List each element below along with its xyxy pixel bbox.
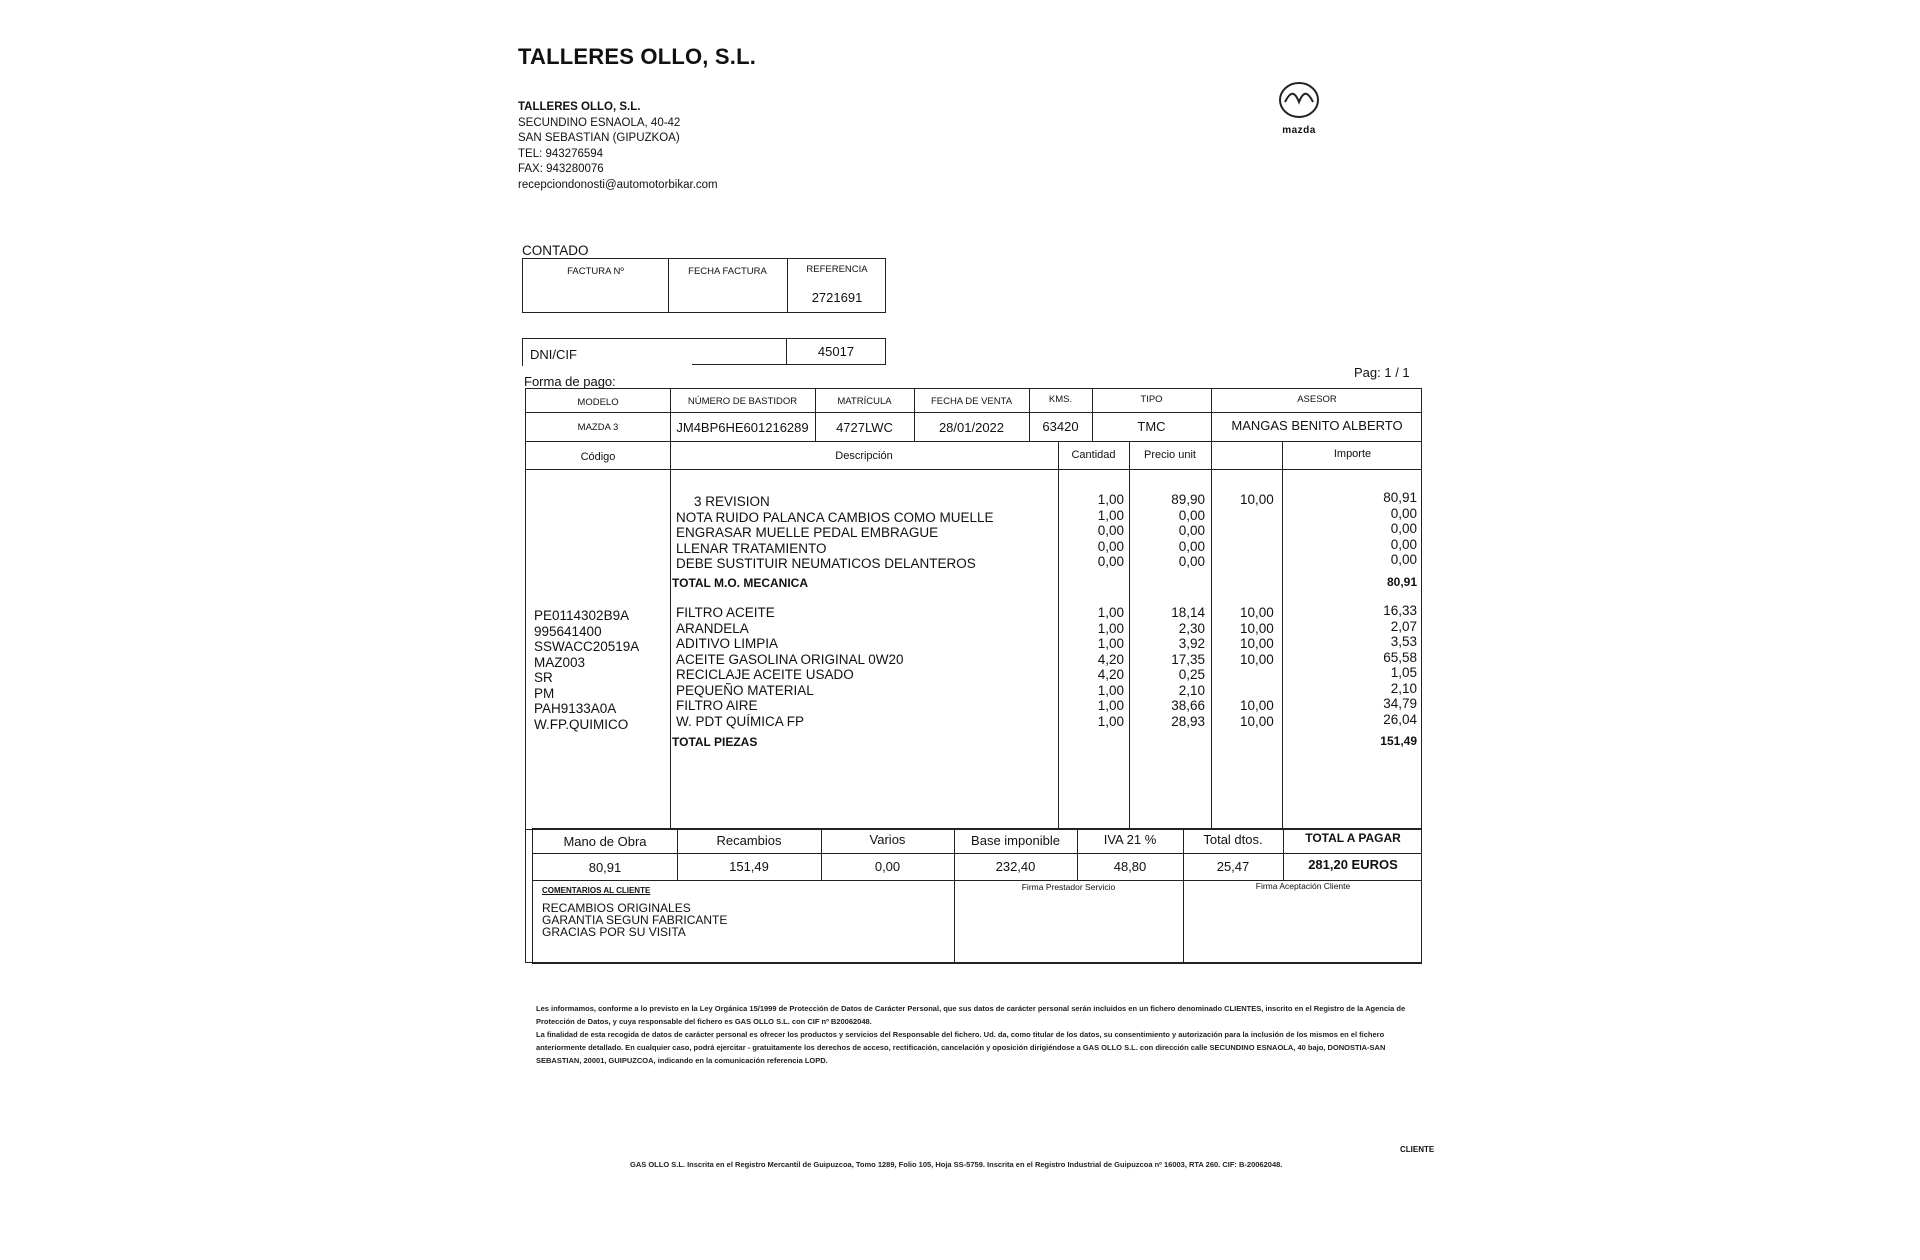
line-unit-price: 0,00 xyxy=(1178,507,1205,523)
plate-header: MATRÍCULA xyxy=(837,396,892,407)
line-unit-price: 38,66 xyxy=(1171,698,1205,713)
line-quantity: 1,00 xyxy=(1097,713,1124,729)
line-unit-price: 28,93 xyxy=(1171,713,1205,729)
line-amount: 0,00 xyxy=(1390,536,1417,552)
line-unit-price: 0,00 xyxy=(1178,538,1205,554)
line-description: ARANDELA xyxy=(676,620,749,636)
line-description: DEBE SUSTITUIR NEUMATICOS DELANTEROS xyxy=(676,556,976,571)
vin-value: JM4BP6HE601216289 xyxy=(676,420,809,435)
unit-price-header: Precio unit xyxy=(1144,449,1196,461)
line-discount: 10,00 xyxy=(1240,492,1274,507)
company-phone: TEL: 943276594 xyxy=(518,147,604,160)
line-code: MAZ003 xyxy=(534,654,586,670)
vat-label: IVA 21 % xyxy=(1103,832,1157,847)
legal-paragraph-2: La finalidad de esta recogida de datos de carácter personal es ofrecer los productos y servicios del Responsable del fichero. Ud. da, como titular de los datos, su consentimiento y autorización para la inclusión de los mismos en el fichero anteriormente detallado. En cualquier caso, podrá ejercitar - gratuitamente los derechos de acceso, rectificación, cancelación y oposición dirigiéndose a GAS OLLO S.L. con dirección calle SECUNDINO ESNAOLA, 40 bajo, DONOSTIA-SAN SEBASTIAN, 20001, GUIPUZCOA, indicando en la comunicación referencia LOPD. xyxy=(536,1030,1386,1065)
company-fax: FAX: 943280076 xyxy=(518,163,604,175)
parts-total-amount: 151,49 xyxy=(1380,734,1417,748)
total-to-pay-label: TOTAL A PAGAR xyxy=(1305,831,1401,845)
page-indicator: Pag: 1 / 1 xyxy=(1354,365,1410,380)
amount-header: Importe xyxy=(1333,448,1372,460)
line-description: FILTRO AIRE xyxy=(676,698,758,713)
line-code: SSWACC20519A xyxy=(534,639,640,654)
tax-base-value: 232,40 xyxy=(995,859,1036,874)
line-quantity: 1,00 xyxy=(1097,636,1124,651)
payment-method-label: Forma de pago: xyxy=(524,374,616,389)
client-signature-label: Firma Aceptación Cliente xyxy=(1255,881,1351,891)
code-header: Código xyxy=(580,451,616,463)
line-unit-price: 18,14 xyxy=(1171,605,1205,620)
line-amount: 1,05 xyxy=(1390,665,1417,680)
description-header: Descripción xyxy=(835,450,893,462)
line-unit-price: 17,35 xyxy=(1171,651,1205,667)
line-quantity: 0,00 xyxy=(1097,538,1124,554)
type-value: TMC xyxy=(1137,419,1166,434)
labor-total-amount: 80,91 xyxy=(1386,575,1417,589)
company-email: recepciondonosti@automotorbikar.com xyxy=(518,178,718,191)
logo-text: mazda xyxy=(1282,125,1316,136)
parts-total-label: TOTAL PIEZAS xyxy=(672,735,758,749)
line-amount: 16,33 xyxy=(1383,603,1417,618)
dni-value: 45017 xyxy=(817,344,855,359)
line-amount: 26,04 xyxy=(1383,711,1417,727)
quantity-header: Cantidad xyxy=(1071,449,1116,461)
invoice-info-box xyxy=(522,258,886,313)
company-name: TALLERES OLLO, S.L. xyxy=(518,101,641,113)
model-header: MODELO xyxy=(577,397,619,408)
line-amount: 3,53 xyxy=(1390,634,1417,649)
dni-box xyxy=(522,338,886,366)
line-code: PE0114302B9A xyxy=(534,608,630,623)
line-description: ENGRASAR MUELLE PEDAL EMBRAGUE xyxy=(676,525,939,540)
invoice-number-label: FACTURA Nº xyxy=(567,266,624,277)
model-value: MAZDA 3 xyxy=(577,422,619,433)
discount-total-label: Total dtos. xyxy=(1203,832,1263,847)
line-code: PM xyxy=(534,685,555,701)
line-discount: 10,00 xyxy=(1240,698,1274,713)
line-description: ACEITE GASOLINA ORIGINAL 0W20 xyxy=(676,651,904,667)
line-discount: 10,00 xyxy=(1240,636,1274,651)
line-quantity: 1,00 xyxy=(1097,698,1124,713)
legal-notice xyxy=(536,1002,1420,1067)
line-description: RECICLAJE ACEITE USADO xyxy=(676,667,854,682)
sale-date-header: FECHA DE VENTA xyxy=(930,396,1013,407)
labor-value: 80,91 xyxy=(588,860,622,875)
line-discount: 10,00 xyxy=(1240,605,1274,620)
labor-label: Mano de Obra xyxy=(563,834,647,849)
kms-value: 63420 xyxy=(1042,419,1079,434)
comment-line: GRACIAS POR SU VISITA xyxy=(542,925,686,939)
line-description: ADITIVO LIMPIA xyxy=(676,636,779,651)
line-quantity: 4,20 xyxy=(1097,651,1124,667)
discount-total-value: 25,47 xyxy=(1216,859,1250,874)
line-description: W. PDT QUÍMICA FP xyxy=(676,713,805,729)
total-to-pay-value: 281,20 EUROS xyxy=(1308,857,1398,872)
parts-label: Recambios xyxy=(716,833,782,848)
totals-table xyxy=(532,828,1422,964)
line-discount: 10,00 xyxy=(1240,713,1274,729)
plate-value: 4727LWC xyxy=(836,420,893,435)
line-unit-price: 3,92 xyxy=(1178,636,1205,651)
line-quantity: 1,00 xyxy=(1097,507,1124,523)
comments-text xyxy=(542,902,727,938)
misc-label: Varios xyxy=(869,832,906,847)
line-unit-price: 0,25 xyxy=(1178,667,1205,682)
line-description: NOTA RUIDO PALANCA CAMBIOS COMO MUELLE xyxy=(676,509,994,525)
dni-label: DNI/CIF xyxy=(530,347,577,362)
company-address-line-2: SAN SEBASTIAN (GIPUZKOA) xyxy=(518,132,680,144)
company-address-line-1: SECUNDINO ESNAOLA, 40-42 xyxy=(518,116,681,129)
line-amount: 2,07 xyxy=(1390,618,1417,634)
mazda-logo-icon xyxy=(1277,78,1321,122)
line-discount: 10,00 xyxy=(1240,620,1274,636)
payment-type: CONTADO xyxy=(522,243,589,258)
company-title: TALLERES OLLO, S.L. xyxy=(518,44,757,69)
labor-total-label: TOTAL M.O. MECANICA xyxy=(672,576,808,590)
line-description: 3 REVISION xyxy=(694,494,770,509)
invoice-date-label: FECHA FACTURA xyxy=(688,266,767,277)
advisor-value: MANGAS BENITO ALBERTO xyxy=(1231,418,1403,433)
kms-header: KMS. xyxy=(1048,394,1073,405)
line-amount: 65,58 xyxy=(1383,649,1417,665)
line-quantity: 4,20 xyxy=(1097,667,1124,682)
line-unit-price: 89,90 xyxy=(1171,492,1205,507)
misc-value: 0,00 xyxy=(874,859,901,874)
sale-date-value: 28/01/2022 xyxy=(938,420,1005,435)
mazda-logo xyxy=(1272,78,1326,136)
comments-label: COMENTARIOS AL CLIENTE xyxy=(542,886,651,895)
line-unit-price: 2,30 xyxy=(1178,620,1205,636)
line-amount: 0,00 xyxy=(1390,505,1417,521)
company-address-block xyxy=(518,100,718,193)
line-discount: 10,00 xyxy=(1240,651,1274,667)
line-amount: 34,79 xyxy=(1383,696,1417,711)
tax-base-label: Base imponible xyxy=(971,833,1060,848)
line-quantity: 1,00 xyxy=(1097,492,1124,507)
line-description: FILTRO ACEITE xyxy=(676,605,775,620)
line-amount: 2,10 xyxy=(1390,680,1417,696)
line-code: SR xyxy=(534,670,553,685)
line-code: PAH9133A0A xyxy=(534,701,617,716)
reference-value: 2721691 xyxy=(811,290,863,305)
line-quantity: 1,00 xyxy=(1097,620,1124,636)
line-description: LLENAR TRATAMIENTO xyxy=(676,540,827,556)
line-amount: 0,00 xyxy=(1390,521,1417,536)
line-code: W.FP.QUIMICO xyxy=(534,716,629,732)
line-unit-price: 0,00 xyxy=(1178,554,1205,569)
line-unit-price: 0,00 xyxy=(1178,523,1205,538)
copy-label: CLIENTE xyxy=(1400,1145,1435,1154)
line-quantity: 1,00 xyxy=(1097,682,1124,698)
provider-signature-label: Firma Prestador Servicio xyxy=(1021,882,1116,892)
line-quantity: 0,00 xyxy=(1097,554,1124,569)
line-unit-price: 2,10 xyxy=(1178,682,1205,698)
comment-line: GARANTIA SEGUN FABRICANTE xyxy=(542,913,728,927)
line-code: 995641400 xyxy=(534,623,602,639)
registry-footer: GAS OLLO S.L. Inscrita en el Registro Mercantil de Guipuzcoa, Tomo 1289, Folio 105, Hoja SS-5759. Inscrita en el Registro Industrial de Guipuzcoa nº 16003, RTA 260. CIF: B-20062048. xyxy=(630,1160,1283,1169)
line-description: PEQUEÑO MATERIAL xyxy=(676,682,814,698)
legal-paragraph-1: Les informamos, conforme a lo previsto en la Ley Orgánica 15/1999 de Protección de Datos de Carácter Personal, que sus datos de carácter personal serán incluidos en un fichero denominado CLIENTES, inscrito en el Registro de la Agencia de Protección de Datos, y cuya responsable del fichero es GAS OLLO S.L. con CIF nº B20062048. xyxy=(536,1004,1406,1026)
line-amount: 80,91 xyxy=(1383,490,1417,505)
vat-value: 48,80 xyxy=(1113,859,1147,874)
reference-label: REFERENCIA xyxy=(806,264,868,275)
advisor-header: ASESOR xyxy=(1297,394,1337,405)
parts-value: 151,49 xyxy=(729,859,769,874)
line-amount: 0,00 xyxy=(1390,552,1417,567)
vin-header: NÚMERO DE BASTIDOR xyxy=(687,396,798,407)
comment-line: RECAMBIOS ORIGINALES xyxy=(542,901,691,915)
type-header: TIPO xyxy=(1140,394,1163,405)
line-quantity: 0,00 xyxy=(1097,523,1124,538)
line-quantity: 1,00 xyxy=(1097,605,1124,620)
